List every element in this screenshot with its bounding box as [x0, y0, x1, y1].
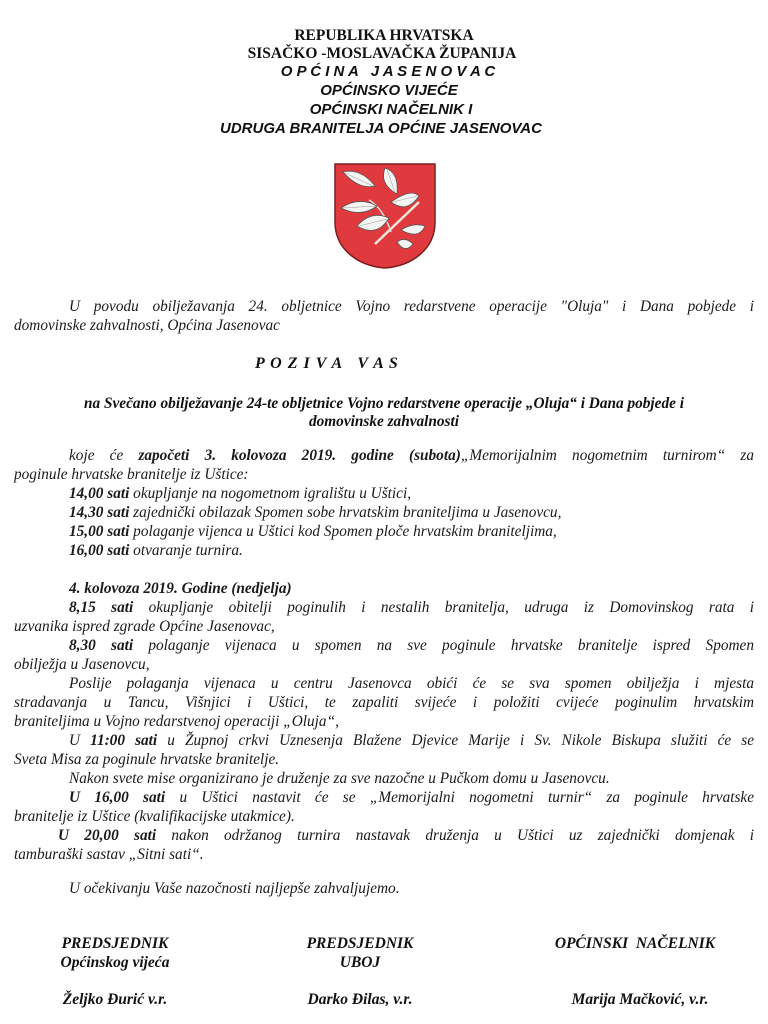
signature-2-title: PREDSJEDNIK [306, 935, 414, 952]
closing-line: U očekivanju Vaše nazočnosti najljepše zahvaljujemo. [69, 880, 400, 897]
day2-heading: 4. kolovoza 2019. Godine (nedjelja) [69, 580, 292, 597]
day2-p1-line-2: uzvanika ispred zgrade Općine Jasenovac, [14, 618, 275, 635]
signature-1-subtitle: Općinskog vijeća [60, 954, 170, 971]
day2-p7-line-2: tamburaški sastav „Sitni sati“. [14, 846, 204, 863]
signature-1-title: PREDSJEDNIK [61, 935, 169, 952]
day2-p4-line-1: U 11:00 sati u Župnoj crkvi Uznesenja Blažene Djevice Marije i Sv. Nikole Biskupa služiti će se [69, 732, 754, 749]
header-council: OPĆINSKO VIJEĆE [320, 82, 458, 99]
day1-intro-line-2: poginule hrvatske branitelje iz Uštice: [14, 466, 249, 483]
day2-p4-line-2: Sveta Misa za poginule hrvatske branitelje. [14, 751, 280, 768]
header-county: SISAČKO -MOSLAVAČKA ŽUPANIJA [247, 45, 517, 62]
invite-subtitle-line-2: domovinske zahvalnosti [308, 413, 459, 430]
day1-schedule-item: 16,00 sati otvaranje turnira. [69, 542, 243, 559]
coat-of-arms-shield-icon [333, 162, 437, 270]
day1-schedule-item: 15,00 sati polaganje vijenca u Uštici kod Spomen ploče hrvatskim braniteljima, [69, 523, 557, 540]
signature-2-subtitle: UBOJ [339, 954, 381, 971]
signature-2-name: Darko Đilas, v.r. [307, 991, 413, 1008]
signature-3-name: Marija Mačković, v.r. [571, 991, 709, 1008]
signature-3-title: OPĆINSKI NAČELNIK [554, 935, 716, 952]
day2-p2-line-1: 8,30 sati polaganje vijenaca u spomen na sve poginule hrvatske branitelje ispred Spomen [69, 637, 754, 654]
day2-p3-line-1: Poslije polaganja vijenaca u centru Jasenovca obići će se sva spomen obilježja i mjesta [69, 675, 754, 692]
header-association: UDRUGA BRANITELJA OPĆINE JASENOVAC [220, 120, 542, 137]
day2-p1-line-1: 8,15 sati okupljanje obitelji poginulih i nestalih branitelja, udruga iz Domovinskog rata i [69, 599, 754, 616]
day2-p5-line-1: Nakon svete mise organizirano je druženje za sve nazočne u Pučkom domu u Jasenovcu. [69, 770, 610, 787]
day2-p3-line-3: braniteljima u Vojno redarstvenoj operaciji „Oluja“, [14, 713, 339, 730]
invite-title: P O Z I V A V A S [255, 355, 399, 372]
day2-p6-line-1: U 16,00 sati u Uštici nastavit će se „Memorijalni nogometni turnir“ za poginule hrvatske [69, 789, 754, 806]
day1-schedule-item: 14,30 sati zajednički obilazak Spomen sobe hrvatskim braniteljima u Jasenovcu, [69, 504, 562, 521]
intro-line-2: domovinske zahvalnosti, Općina Jasenovac [14, 317, 280, 334]
invite-subtitle-line-1: na Svečano obilježavanje 24-te obljetnice Vojno redarstvene operacije „Oluja“ i Dana pobjede i [84, 395, 684, 412]
day2-p3-line-2: stradavanja u Tancu, Višnjici i Uštici, te zapaliti svijeće i položiti cvijeće poginulim hrvatskim [14, 694, 754, 711]
day1-schedule-item: 14,00 sati okupljanje na nogometnom igralištu u Uštici, [69, 485, 412, 502]
day2-p2-line-2: obilježja u Jasenovcu, [14, 656, 150, 673]
day1-intro-line-1: koje će započeti 3. kolovoza 2019. godine (subota)„Memorijalnim nogometnim turnirom“ za [69, 447, 754, 464]
header-municipality: O P Ć I N A J A S E N O V A C [280, 63, 496, 80]
day2-p7-line-1: U 20,00 sati nakon održanog turnira nastavak druženja u Uštici uz zajednički domjenak i [58, 827, 754, 844]
header-republic: REPUBLIKA HRVATSKA [294, 27, 474, 44]
header-mayor: OPĆINSKI NAČELNIK I [309, 101, 473, 118]
signature-1-name: Željko Đurić v.r. [62, 991, 168, 1008]
intro-line-1: U povodu obilježavanja 24. obljetnice Vojno redarstvene operacije "Oluja" i Dana pobjede i [69, 298, 754, 315]
day2-p6-line-2: branitelje iz Uštice (kvalifikacijske utakmice). [14, 808, 295, 825]
